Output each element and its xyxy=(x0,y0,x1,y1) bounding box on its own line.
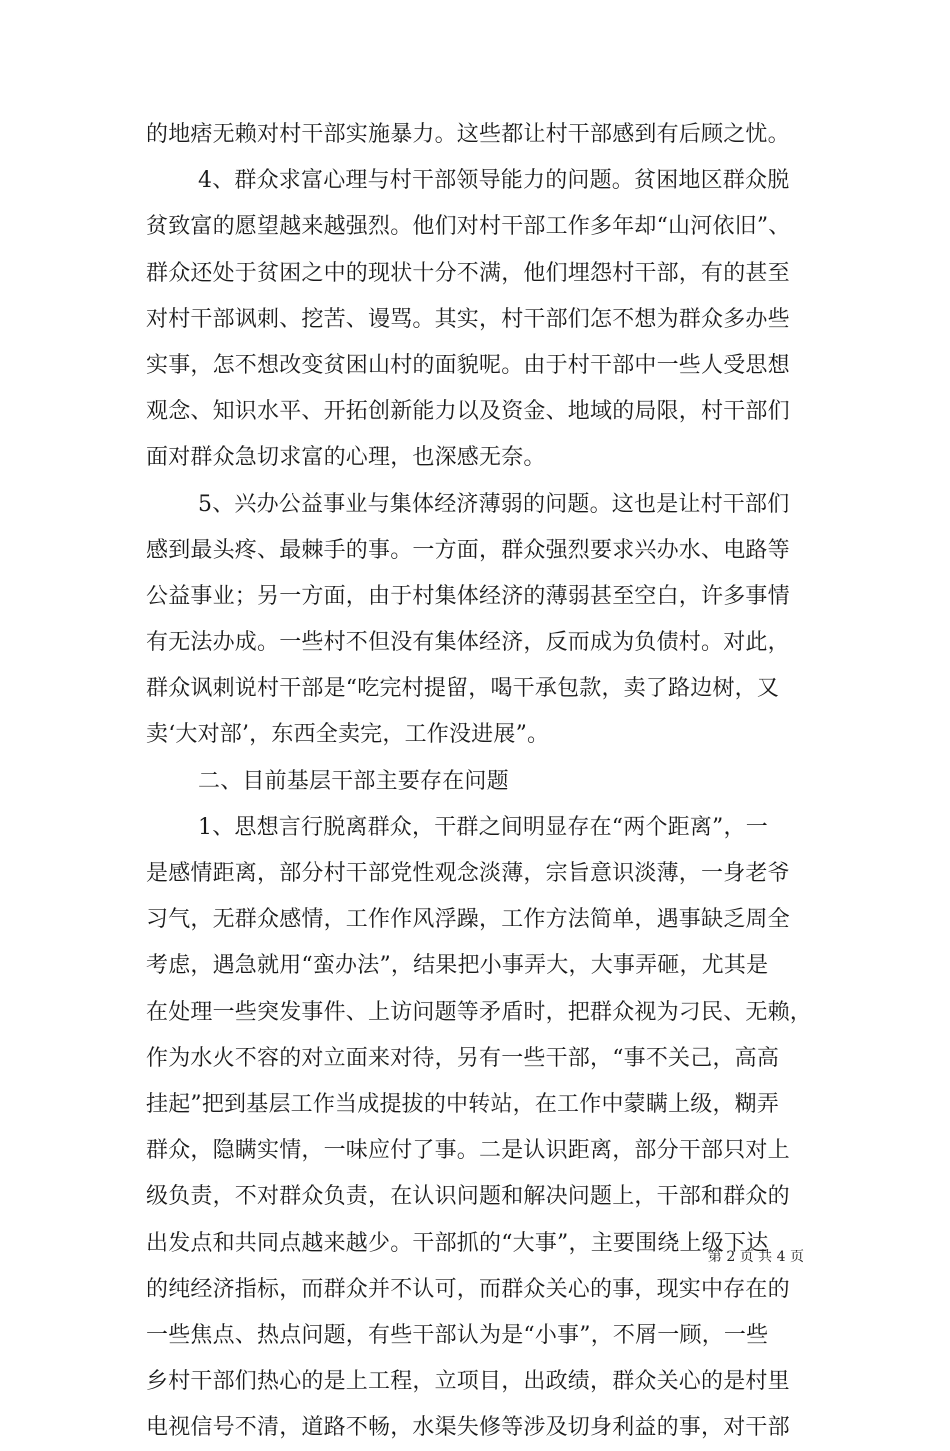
text-line: 乡村干部们热心的是上工程，立项目，出政绩，群众关心的是村里 xyxy=(146,1369,790,1395)
text-line: 作为水火不容的对立面来对待，另有一些干部，“事不关己，高高 xyxy=(146,1045,780,1071)
text-line: 在处理一些突发事件、上访问题等矛盾时，把群众视为刁民、无赖， xyxy=(146,999,813,1025)
text-line: 群众，隐瞒实情，一味应付了事。二是认识距离，部分干部只对上 xyxy=(146,1138,790,1164)
text-line: 卖‘大对部’，东西全卖完，工作没进展”。 xyxy=(146,722,550,748)
text-line: 是感情距离，部分村干部党性观念淡薄，宗旨意识淡薄，一身老爷 xyxy=(146,861,790,886)
text-line: 公益事业；另一方面，由于村集体经济的薄弱甚至空白，许多事情 xyxy=(146,583,790,609)
text-line: 电视信号不清，道路不畅，水渠失修等涉及切身利益的事，对干部 xyxy=(146,1415,790,1441)
text-line: 群众还处于贫困之中的现状十分不满，他们埋怨村干部，有的甚至 xyxy=(146,260,790,286)
text-line: 实事，怎不想改变贫困山村的面貌呢。由于村干部中一些人受思想 xyxy=(146,352,790,378)
text-line: 群众讽刺说村干部是“吃完村提留，喝干承包款，卖了路边树，又 xyxy=(146,676,780,702)
text-line: 对村干部讽刺、挖苦、谩骂。其实，村干部们怎不想为群众多办些 xyxy=(146,306,790,332)
text-line: 出发点和共同点越来越少。干部抓的“大事”，主要围绕上级下达 xyxy=(146,1230,769,1256)
text-line: 级负责，不对群众负责，在认识问题和解决问题上，干部和群众的 xyxy=(146,1184,790,1210)
text-line: 考虑，遇急就用“蛮办法”，结果把小事弄大，大事弄砸，尤其是 xyxy=(146,953,769,979)
paragraph-start-line: 5、兴办公益事业与集体经济薄弱的问题。这也是让村干部们 xyxy=(198,491,790,517)
text-line: 的地痞无赖对村干部实施暴力。这些都让村干部感到有后顾之忧。 xyxy=(146,122,790,147)
section-heading: 二、目前基层干部主要存在问题 xyxy=(198,768,509,794)
text-line: 的纯经济指标，而群众并不认可，而群众关心的事，现实中存在的 xyxy=(146,1276,790,1302)
text-line: 面对群众急切求富的心理，也深感无奈。 xyxy=(146,445,546,471)
text-line: 感到最头疼、最棘手的事。一方面，群众强烈要求兴办水、电路等 xyxy=(146,537,790,563)
paragraph-start-line: 4、群众求富心理与村干部领导能力的问题。贫困地区群众脱 xyxy=(198,168,790,194)
text-line: 观念、知识水平、开拓创新能力以及资金、地域的局限，村干部们 xyxy=(146,399,790,425)
text-line: 习气，无群众感情，工作作风浮躁，工作方法简单，遇事缺乏周全 xyxy=(146,907,790,933)
text-line: 挂起”把到基层工作当成提拔的中转站，在工作中蒙瞒上级，糊弄 xyxy=(146,1091,780,1117)
text-line: 一些焦点、热点问题，有些干部认为是“小事”，不屑一顾，一些 xyxy=(146,1322,769,1348)
page-number: 第 2 页 共 4 页 xyxy=(707,1249,804,1265)
text-line: 贫致富的愿望越来越强烈。他们对村干部工作多年却“山河依旧”、 xyxy=(146,214,791,240)
paragraph-start-line: 1、思想言行脱离群众，干群之间明显存在“两个距离”，一 xyxy=(198,814,768,840)
text-line: 有无法办成。一些村不但没有集体经济，反而成为负债村。对此， xyxy=(146,630,790,656)
